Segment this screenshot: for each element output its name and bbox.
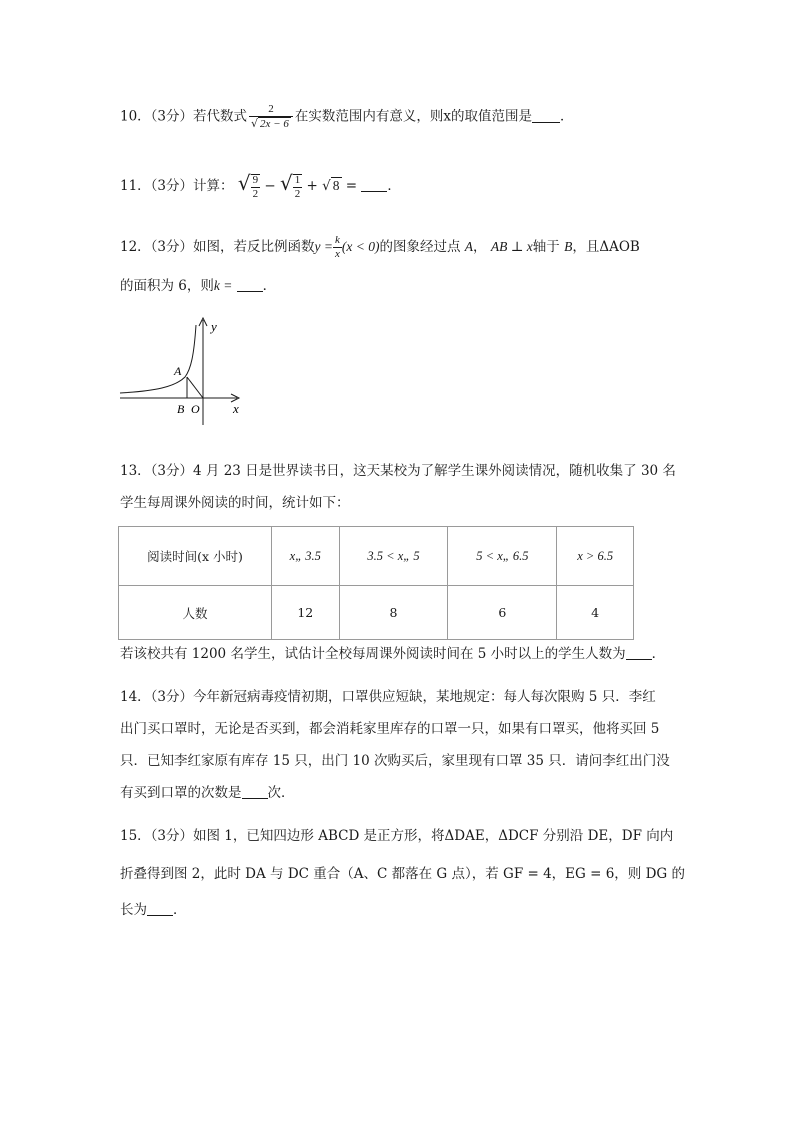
question-14-line2: 出门买口罩时，无论是否买到，都会消耗家里库存的口罩一只，如果有口罩买，他将买回 5 <box>120 721 660 737</box>
q11-term3: 8 <box>332 178 340 193</box>
answer-blank <box>237 279 263 292</box>
table-cell: 阅读时间(x 小时) <box>119 527 272 586</box>
table-cell: 人数 <box>119 586 272 640</box>
q13-after-text: 若该校共有 1200 名学生，试估计全校每周课外阅读时间在 5 小时以上的学生人数为 <box>120 646 626 662</box>
q10-fraction: $\frac{2}{√ 2x - 6}$ <box>249 104 293 130</box>
question-13-after <box>120 642 665 662</box>
question-14-line4 <box>120 781 295 801</box>
q12-tail: ，且ΔAOB <box>572 239 640 255</box>
q13-end: ． <box>651 646 666 662</box>
table-row <box>119 586 634 640</box>
q11-equals: = <box>345 178 358 194</box>
q10-frac-den: 2x − 6 <box>260 118 289 130</box>
hyperbola-figure <box>115 315 250 430</box>
label-o: O <box>191 402 200 416</box>
q11-term1: $\frac{9}{2}$ <box>252 173 259 200</box>
table-cell: 12 <box>272 586 340 640</box>
label-a: A <box>174 364 182 378</box>
table-cell: 3.5 < x„ 5 <box>339 527 448 586</box>
q10-suffix: 在实数范围内有意义，则x的取值范围是 <box>294 108 532 125</box>
question-13-line1: 13．（3分）4 月 23 日是世界读书日，这天某校为了解学生课外阅读情况，随机收集了 30 名 <box>120 463 676 479</box>
reading-time-table <box>118 526 634 640</box>
question-12-line2 <box>120 274 276 294</box>
question-14-line3: 只．已知李红家原有库存 15 只，出门 10 次购买后，家里现有口罩 35 只．请问李红出门没 <box>120 753 670 769</box>
question-15-line1: 15．（3分）如图 1，已知四边形 ABCD 是正方形，将ΔDAE，ΔDCF 分别沿 DE，DF 向内 <box>120 828 674 844</box>
question-11: 11．（3分）计算： √ $\frac{9}{2}$ − √ $\frac{1}{2}$ + √ 8 = ． <box>120 171 401 200</box>
q14-line4-end: 次． <box>267 785 295 801</box>
question-15-line2: 折叠得到图 2，此时 DA 与 DC 重合（A、C 都落在 G 点），若 GF = 4，EG = 6，则 DG 的 <box>120 866 685 882</box>
q11-minus: − <box>264 178 276 194</box>
question-13-line2: 学生每周课外阅读的时间，统计如下： <box>120 495 350 511</box>
question-10 <box>120 104 573 130</box>
q10-end: ． <box>559 108 574 125</box>
q10-prefix: 10．（3分）若代数式 <box>120 108 248 125</box>
q15-line3-prefix: 长为 <box>120 902 147 918</box>
table-row <box>119 527 634 586</box>
q11-plus: + <box>306 178 318 194</box>
table-cell: 4 <box>557 586 634 640</box>
segment-ao <box>187 377 203 398</box>
answer-blank <box>626 647 652 660</box>
q14-line4-prefix: 有买到口罩的次数是 <box>120 785 242 801</box>
q10-frac-num: 2 <box>268 103 274 115</box>
table-cell: x„ 3.5 <box>272 527 340 586</box>
q12-prefix: 12．（3分）如图，若反比例函数 <box>120 239 315 255</box>
q15-end: ． <box>173 902 187 918</box>
answer-blank <box>147 903 173 916</box>
q12-y-eq: y = <box>314 239 334 254</box>
q11-prefix: 11．（3分）计算： <box>120 178 234 194</box>
hyperbola-curve <box>120 325 196 393</box>
table-cell: x > 6.5 <box>557 527 634 586</box>
label-y: y <box>211 319 217 334</box>
q11-term2: $\frac{1}{2}$ <box>294 173 301 200</box>
q12-end: ． <box>262 278 277 294</box>
q12-ab-perp: AB ⊥ x <box>490 239 533 254</box>
q12-k-over-x: $\frac{k}{x}$ <box>335 234 340 260</box>
answer-blank <box>361 179 387 192</box>
table-cell: 8 <box>339 586 448 640</box>
table-cell: 5 < x„ 6.5 <box>448 527 557 586</box>
q12-sep: ， <box>473 239 487 255</box>
question-14-line1: 14．（3分）今年新冠病毒疫情初期，口罩供应短缺，某地规定：每人每次限购 5 只．李红 <box>120 689 656 705</box>
q12-point-b: B <box>564 239 573 254</box>
q12-line2-prefix: 的面积为 6，则 <box>120 278 214 294</box>
q12-condition: (x < 0) <box>341 239 380 254</box>
q12-point-a: A <box>464 239 474 254</box>
label-x: x <box>233 401 239 416</box>
q12-axis: 轴于 <box>532 239 560 255</box>
q11-end: ． <box>387 178 401 194</box>
table-cell: 6 <box>448 586 557 640</box>
q12-k-eq: k = <box>213 278 233 293</box>
q12-mid: 的图象经过点 <box>379 239 461 255</box>
question-12 <box>120 233 640 261</box>
question-15-line3 <box>120 898 187 918</box>
label-b: B <box>177 402 185 416</box>
answer-blank <box>532 110 560 123</box>
answer-blank <box>242 786 268 799</box>
